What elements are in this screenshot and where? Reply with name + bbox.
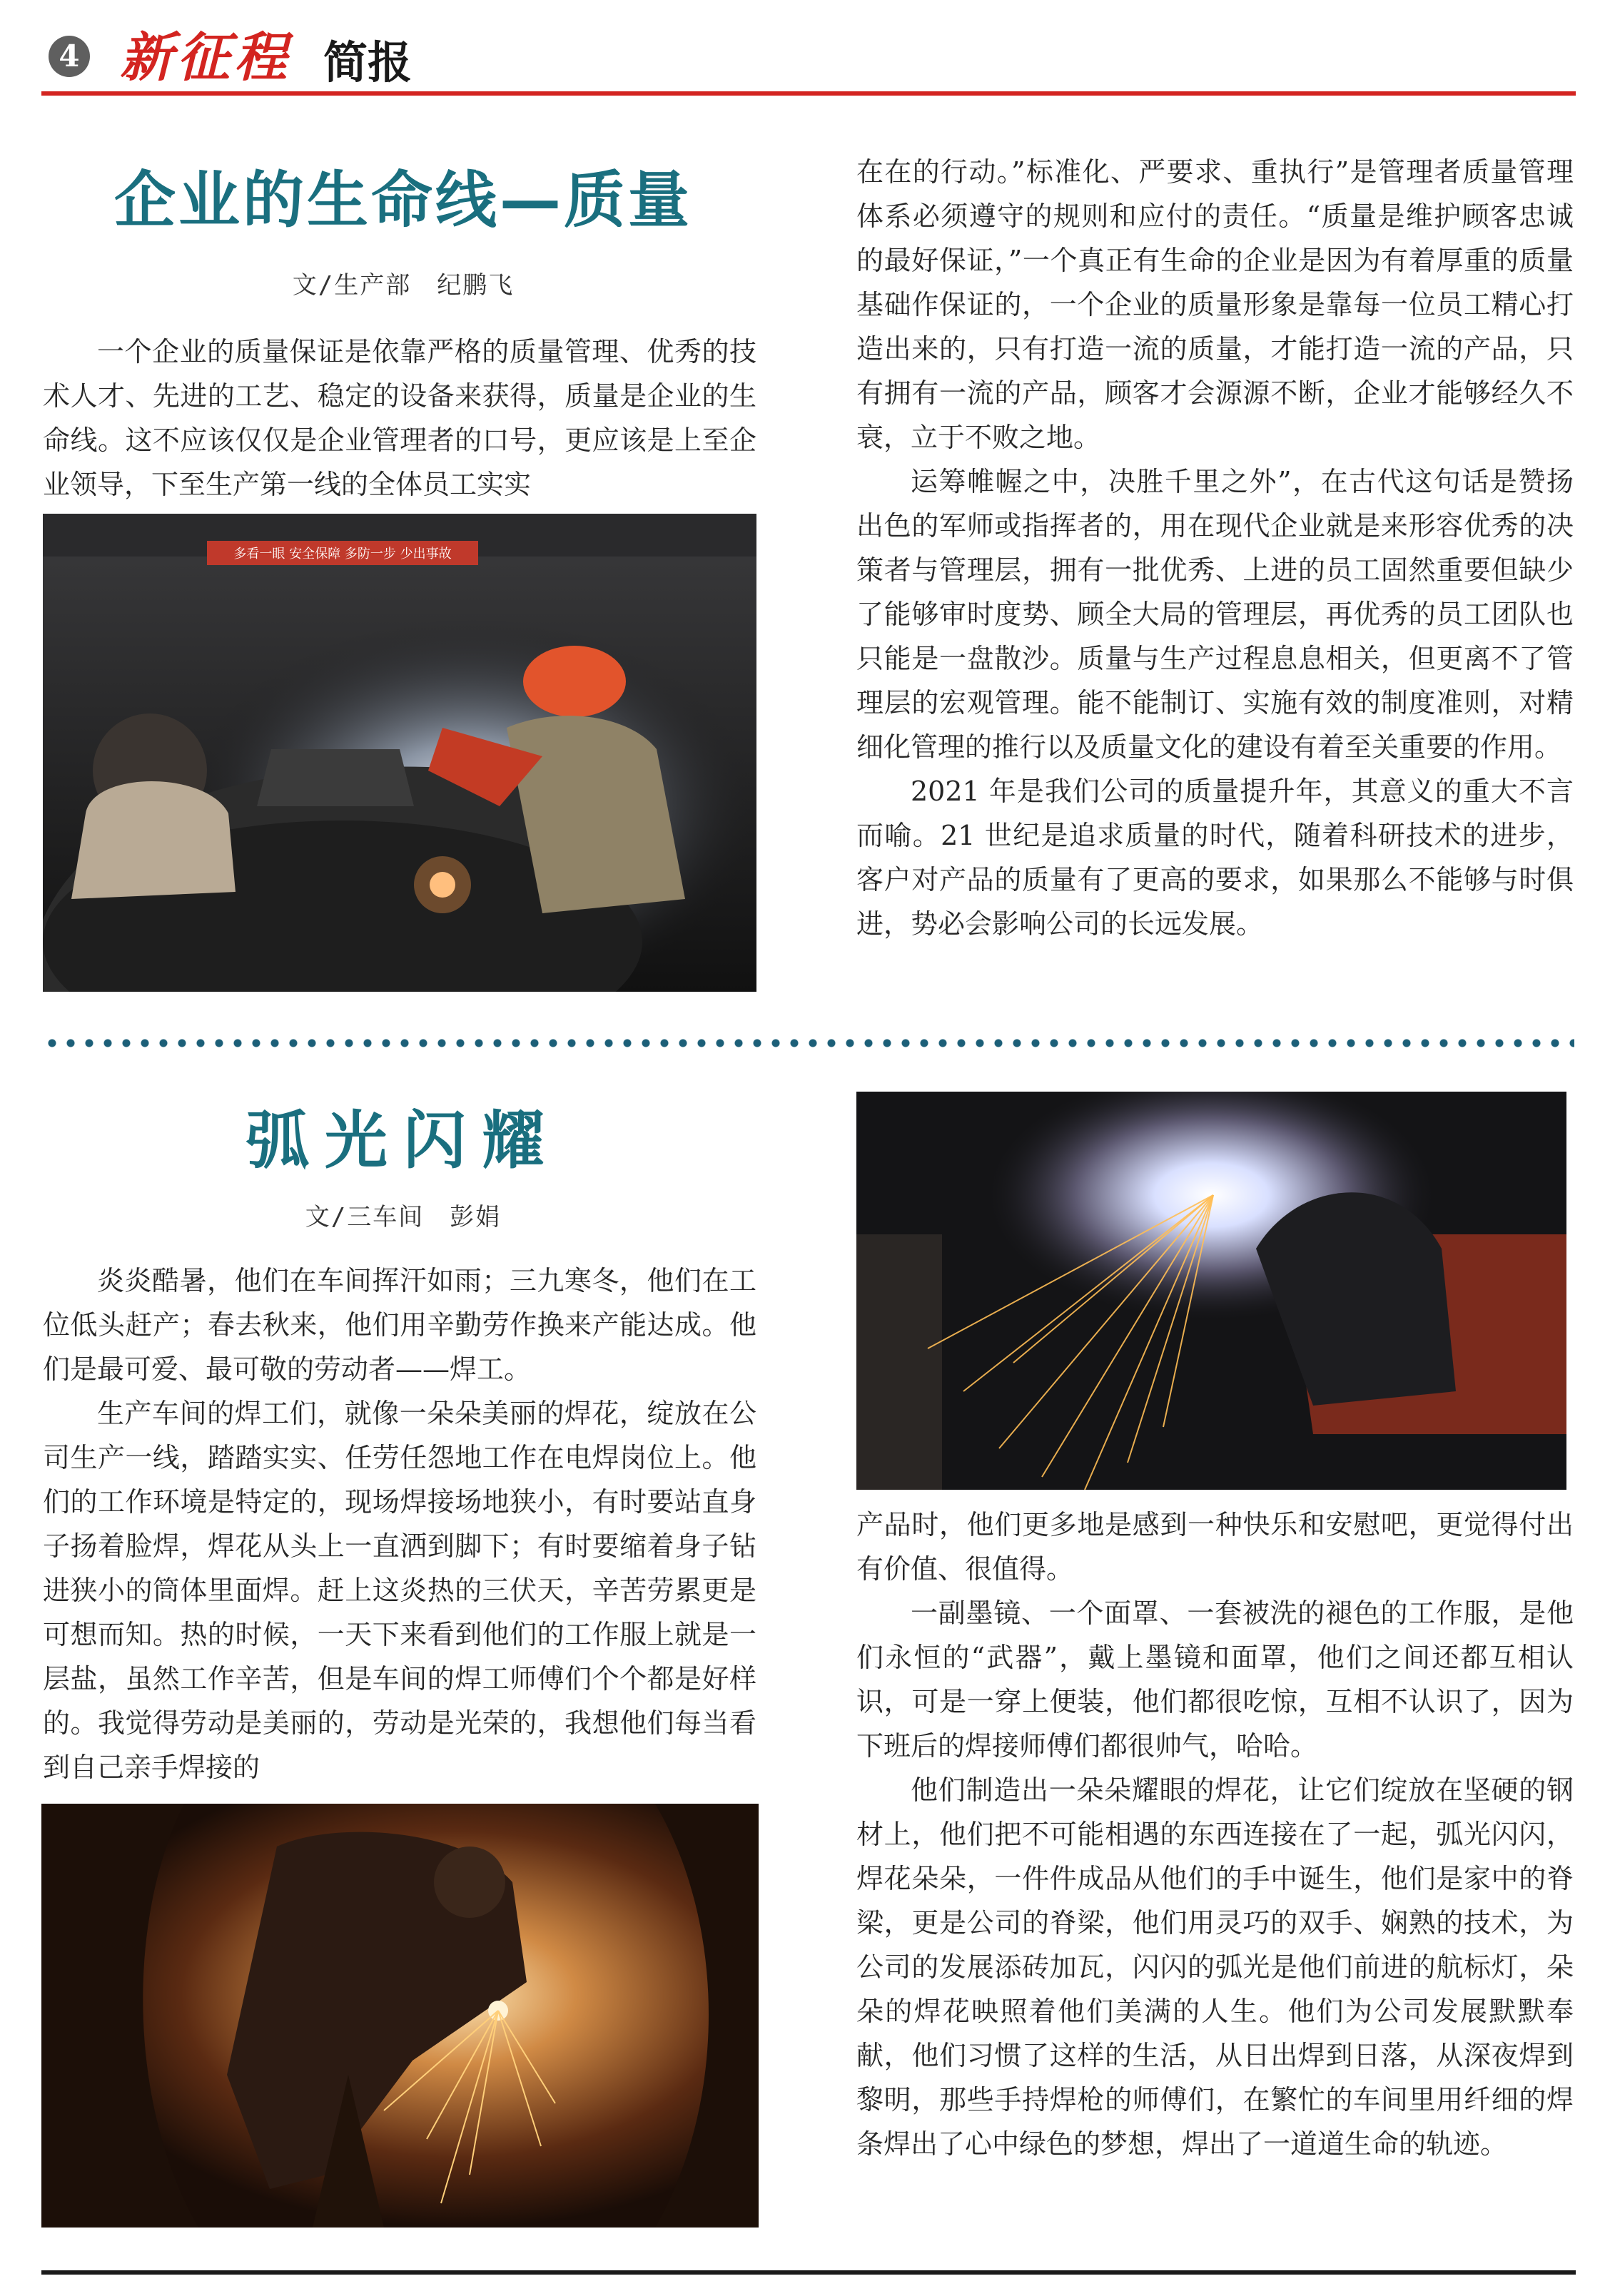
article-title: 企业的生命线—质量	[114, 165, 692, 236]
paragraph: 产品时，他们更多地是感到一种快乐和安慰吧，更觉得付出有价值、很值得。	[856, 1509, 1574, 1585]
page-header	[41, 21, 1576, 93]
paragraph: 一个企业的质量保证是依靠严格的质量管理、优秀的技术人才、先进的工艺、稳定的设备来获得，质量是企业的生命线。这不应该仅仅是企业管理者的口号，更应该是上至企业领导，下至生产第一线的全体员工实实	[43, 336, 756, 500]
header-rule	[41, 91, 1576, 96]
paragraph: 一副墨镜、一个面罩、一套被洗的褪色的工作服，是他们永恒的“武器”，戴上墨镜和面罩，他们之间还都互相认识，可是一穿上便装，他们都很吃惊，互相不认识了，因为下班后的焊接师傅们都很帅气，哈哈。	[856, 1597, 1574, 1762]
grinding-sparks-photo	[856, 1092, 1566, 1490]
paragraph: 生产车间的焊工们，就像一朵朵美丽的焊花，绽放在公司生产一线，踏踏实实、任劳任怨地工作在电焊岗位上。他们的工作环境是特定的，现场焊接场地狭小，有时要站直身子扬着脸焊，焊花从头上一直洒到脚下；有时要缩着身子钻进狭小的筒体里面焊。赶上这炎热的三伏天，辛苦劳累更是可想而知。热的时候，一天下来看到他们的工作服上就是一层盐，虽然工作辛苦，但是车间的焊工师傅们个个都是好样的。我觉得劳动是美丽的，劳动是光荣的，我想他们每当看到自己亲手焊接的	[43, 1398, 756, 1783]
welding-workshop-photo	[43, 514, 756, 992]
article-title: 弧光闪耀	[245, 1104, 560, 1177]
paragraph: 运筹帷幄之中，决胜千里之外”，在古代这句话是赞扬出色的军师或指挥者的，用在现代企业就是来形容优秀的决策者与管理层，拥有一批优秀、上进的员工固然重要但缺少了能够审时度势、顾全大局的管理层，再优秀的员工团队也只能是一盘散沙。质量与生产过程息息相关，但更离不了管理层的宏观管理。能不能制订、实施有效的制度准则，对精细化管理的推行以及质量文化的建设有着至关重要的作用。	[856, 466, 1574, 763]
article-byline: 文/三车间 彭娟	[305, 1203, 502, 1231]
paragraph: 炎炎酷暑，他们在车间挥汗如雨；三九寒冬，他们在工位低头赶产；春去秋来，他们用辛勤劳作换来产能达成。他们是最可爱、最可敬的劳动者——焊工。	[43, 1265, 756, 1385]
page-number-badge: 4	[49, 36, 90, 77]
newsletter-logo: 新征程	[120, 27, 291, 88]
section-divider	[43, 1037, 1574, 1049]
welder-inside-cylinder-photo	[41, 1804, 759, 2228]
article-column-right	[856, 1503, 1574, 2166]
paragraph: 在在的行动。”标准化、严要求、重执行”是管理者质量管理体系必须遵守的规则和应付的责任。“质量是维护顾客忠诚的最好保证，”一个真正有生命的企业是因为有着厚重的质量基础作保证的，一个企业的质量形象是靠每一位员工精心打造出来的，只有打造一流的质量，才能打造一流的产品，只有拥有一流的产品，顾客才会源源不断，企业才能够经久不衰，立于不败之地。	[856, 156, 1574, 453]
footer-rule	[41, 2270, 1576, 2275]
article-column-left	[43, 1259, 756, 1789]
article-byline: 文/生产部 纪鹏飞	[292, 271, 515, 300]
paragraph: 2021 年是我们公司的质量提升年，其意义的重大不言而喻。21 世纪是追求质量的时代，随着科研技术的进步，客户对产品的质量有了更高的要求，如果那么不能够与时俱进，势必会影响公司的长远发展。	[856, 776, 1574, 940]
newsletter-subtitle: 简报	[323, 36, 412, 88]
article-column-left	[43, 330, 756, 507]
paragraph: 他们制造出一朵朵耀眼的焊花，让它们绽放在坚硬的钢材上，他们把不可能相遇的东西连接在了一起，弧光闪闪，焊花朵朵，一件件成品从他们的手中诞生，他们是家中的脊梁，更是公司的脊梁，他们用灵巧的双手、娴熟的技术，为公司的发展添砖加瓦，闪闪的弧光是他们前进的航标灯，朵朵的焊花映照着他们美满的人生。他们为公司发展默默奉献，他们习惯了这样的生活，从日出焊到日落，从深夜焊到黎明，那些手持焊枪的师傅们，在繁忙的车间里用纤细的焊条焊出了心中绿色的梦想，焊出了一道道生命的轨迹。	[856, 1774, 1574, 2160]
article-column-right	[856, 150, 1574, 946]
